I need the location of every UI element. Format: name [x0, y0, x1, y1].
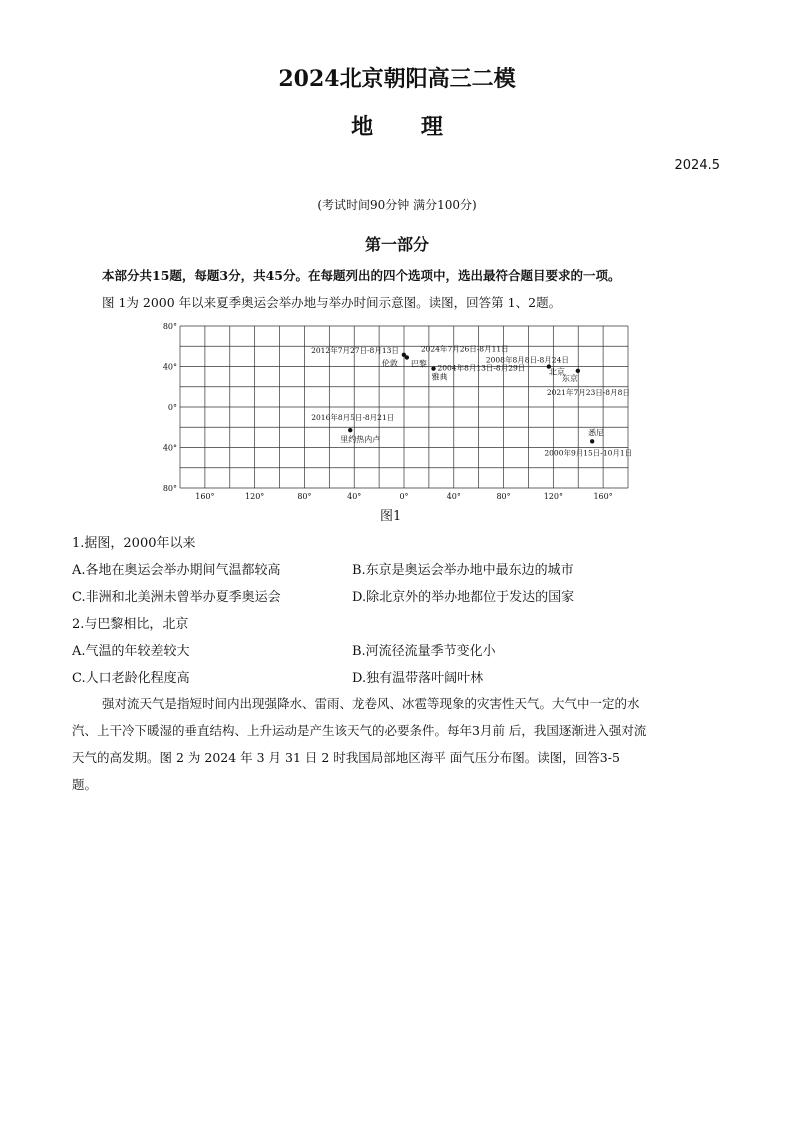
x-tick-label: 160°: [195, 492, 215, 501]
host-city-dates: 2024年7月26日-8月11日: [420, 344, 509, 354]
host-city-dates: 2012年7月27日-8月13日: [311, 345, 399, 355]
x-tick-label: 80°: [496, 492, 511, 501]
section-instructions: 本部分共15题，每题3分，共45分。在每题列出的四个选项中，选出最符合题目要求的一项。: [102, 268, 621, 283]
y-tick-label: 40°: [162, 362, 177, 372]
question-1-option-a[interactable]: A.各地在奥运会举办期间气温都较高: [72, 563, 281, 578]
host-city-name: 伦敦: [381, 358, 398, 368]
x-tick-label: 0°: [399, 492, 409, 501]
figure-intro: 图 1为 2000 年以来夏季奥运会举办地与举办时间示意图。读图，回答第 1、2题。: [102, 295, 562, 310]
host-city-point: [431, 366, 435, 370]
question-2-option-c[interactable]: C.人口老龄化程度高: [72, 671, 190, 686]
question-2-option-a[interactable]: A.气温的年较差较大: [72, 644, 190, 659]
host-city-dates: 2004年8月13日-8月29日: [437, 363, 526, 373]
y-tick-label: 40°: [162, 443, 177, 453]
exam-info: (考试时间90分钟 满分100分): [317, 198, 477, 212]
figure-1-olympics-map: [140, 318, 650, 518]
host-city-dates: 2000年9月15日-10月1日: [544, 448, 633, 458]
question-1-stem: 1.据图，2000年以来: [72, 536, 196, 551]
question-2-stem: 2.与巴黎相比，北京: [72, 617, 189, 632]
host-city-dates: 2008年8月8日-8月24日: [485, 355, 569, 365]
x-tick-label: 40°: [347, 492, 362, 501]
host-city-name: 雅典: [431, 372, 448, 382]
passage-line-2: 汽、上干冷下暖湿的垂直结构、上升运动是产生该天气的必要条件。每年3月前 后，我国逐渐进入强对流: [72, 723, 647, 738]
host-city-name: 巴黎: [410, 359, 427, 369]
exam-title: 2024北京朝阳高三二模: [278, 66, 516, 92]
host-city-point: [348, 428, 352, 432]
host-city-point: [590, 439, 594, 443]
host-city-point: [405, 355, 409, 359]
host-city-name: 悉尼: [588, 428, 605, 438]
section-title: 第一部分: [364, 235, 429, 254]
x-tick-label: 120°: [245, 492, 265, 501]
host-city-name: 里约热内卢: [340, 435, 381, 445]
host-city-dates: 2016年8月5日-8月21日: [311, 413, 395, 423]
y-tick-label: 80°: [162, 484, 177, 493]
question-1-option-d[interactable]: D.除北京外的举办地都位于发达的国家: [352, 590, 575, 605]
passage-line-4: 题。: [72, 777, 98, 792]
exam-date: 2024.5: [674, 158, 720, 173]
x-tick-label: 40°: [446, 492, 461, 501]
y-tick-label: 80°: [162, 322, 177, 331]
host-city-point: [576, 369, 580, 373]
host-city-name: 东京: [561, 373, 578, 383]
passage-line-1: 强对流天气是指短时间内出现强降水、雷雨、龙卷风、冰雹等现象的灾害性天气。大气中一定的水: [102, 696, 640, 711]
question-2-option-d[interactable]: D.独有温带落叶阔叶林: [352, 671, 484, 686]
y-tick-label: 0°: [167, 403, 177, 412]
x-tick-label: 80°: [297, 492, 312, 501]
subject-title: 地 理: [351, 114, 443, 140]
figure-1-caption: 图1: [380, 509, 402, 524]
host-city-dates: 2021年7月23日-8月8日: [546, 387, 630, 397]
question-2-option-b[interactable]: B.河流径流量季节变化小: [352, 644, 496, 659]
host-city-name: 北京: [548, 367, 565, 377]
x-tick-label: 160°: [593, 492, 613, 501]
question-1-option-b[interactable]: B.东京是奥运会举办地中最东边的城市: [352, 563, 574, 578]
x-tick-label: 120°: [543, 492, 563, 501]
passage-line-3: 天气的高发期。图 2 为 2024 年 3 月 31 日 2 时我国局部地区海平 面气压分布图。读图，回答3-5: [72, 750, 620, 765]
question-1-option-c[interactable]: C.非洲和北美洲未曾举办夏季奥运会: [72, 590, 281, 605]
